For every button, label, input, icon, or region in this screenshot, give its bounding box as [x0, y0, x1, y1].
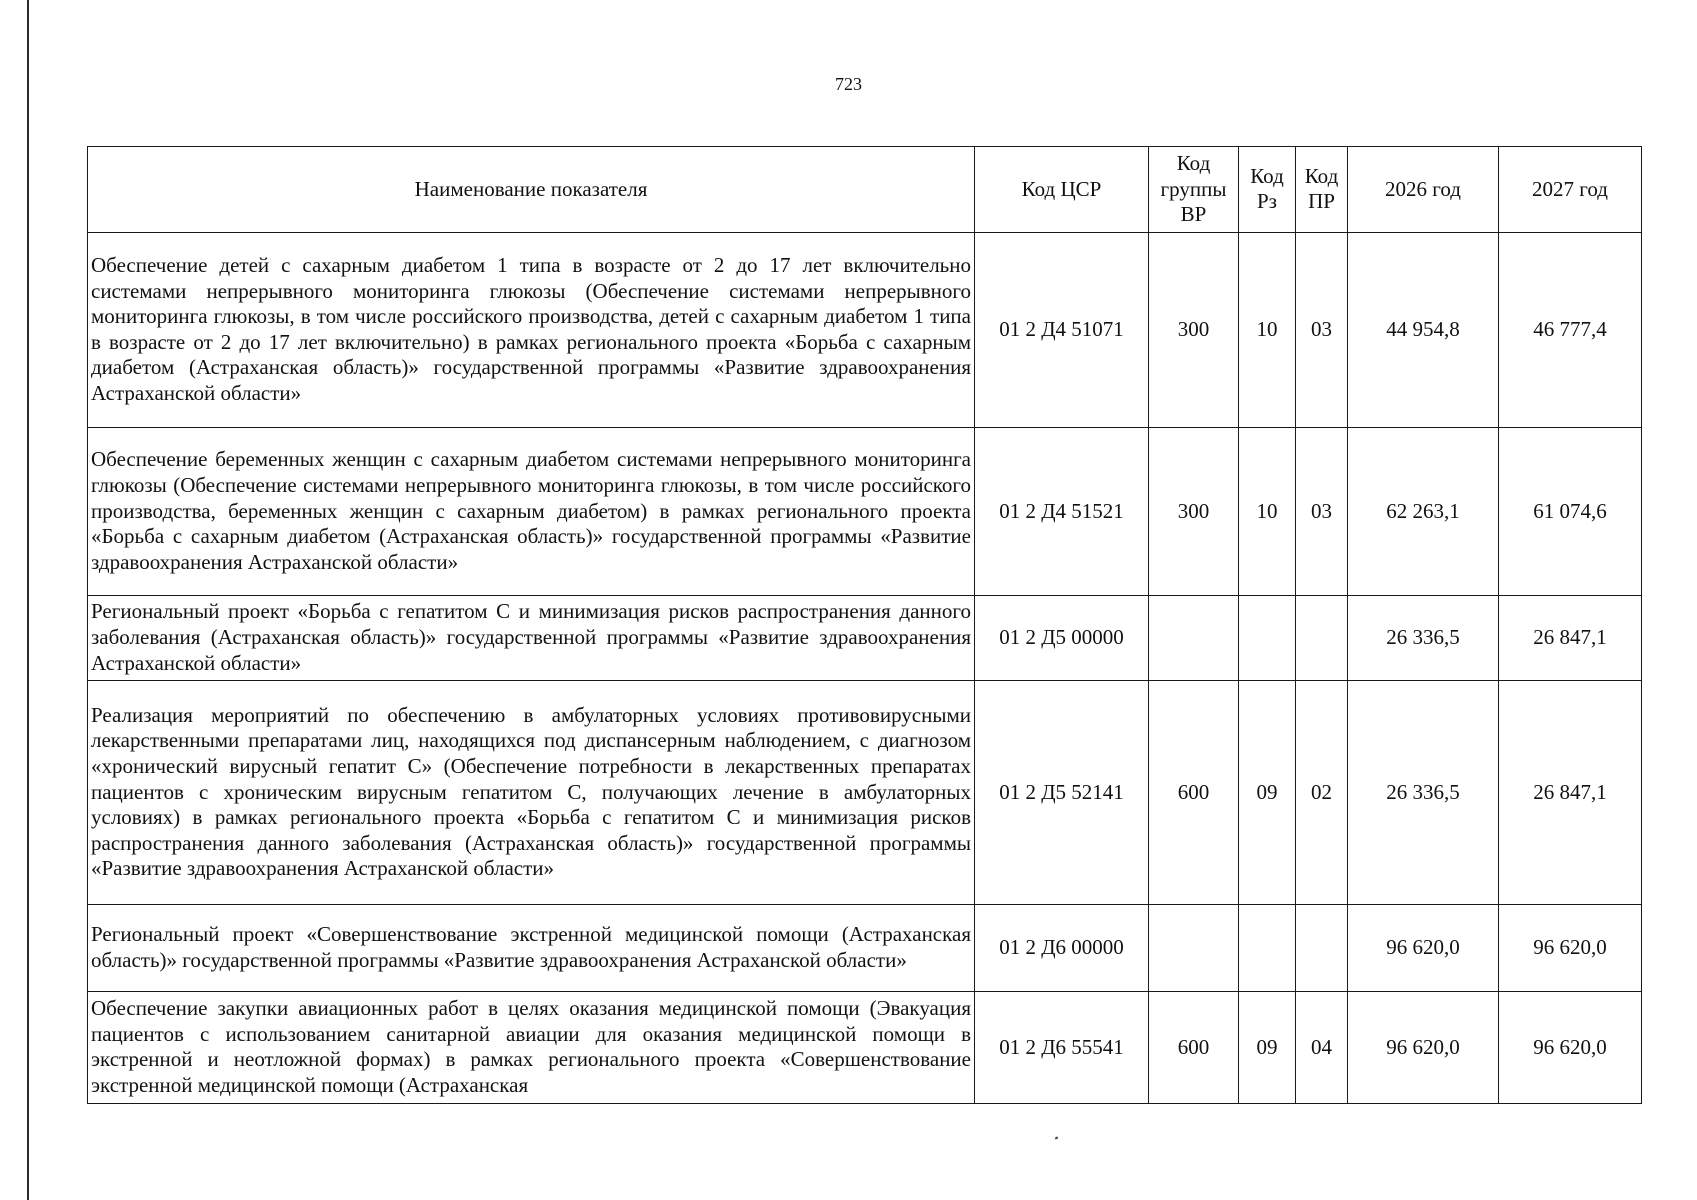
row-pr: 04 [1296, 991, 1348, 1103]
row-2026: 96 620,0 [1348, 991, 1499, 1103]
row-2026: 62 263,1 [1348, 427, 1499, 595]
row-2027: 96 620,0 [1499, 904, 1642, 991]
header-name: Наименование показателя [88, 147, 975, 233]
row-rz: 09 [1239, 680, 1296, 904]
table-row [88, 904, 1642, 991]
row-2027: 96 620,0 [1499, 991, 1642, 1103]
row-csr: 01 2 Д6 00000 [975, 904, 1149, 991]
table-row [88, 991, 1642, 1103]
row-vr: 600 [1149, 991, 1239, 1103]
page-margin-line [27, 0, 29, 1200]
budget-table [87, 146, 1642, 1104]
row-vr: 300 [1149, 232, 1239, 427]
row-name: Обеспечение закупки авиационных работ в целях оказания медицинской помощи (Эвакуация пациентов с использованием санитарной авиации для оказания медицинской помощи в экстренной и неотложной формах) в рамках регионального проекта «Совершенствование экстренной медицинской помощи (Астраханская [88, 991, 975, 1103]
header-2027: 2027 год [1499, 147, 1642, 233]
row-2026: 44 954,8 [1348, 232, 1499, 427]
row-pr: 02 [1296, 680, 1348, 904]
row-vr: 600 [1149, 680, 1239, 904]
table-row [88, 232, 1642, 427]
scan-speck [1055, 1136, 1059, 1139]
row-pr [1296, 595, 1348, 680]
row-csr: 01 2 Д5 52141 [975, 680, 1149, 904]
header-pr: Код ПР [1296, 147, 1348, 233]
row-csr: 01 2 Д4 51071 [975, 232, 1149, 427]
header-rz: Код Рз [1239, 147, 1296, 233]
row-2027: 26 847,1 [1499, 595, 1642, 680]
row-2027: 61 074,6 [1499, 427, 1642, 595]
row-name: Обеспечение детей с сахарным диабетом 1 типа в возрасте от 2 до 17 лет включительно системами непрерывного мониторинга глюкозы (Обеспечение системами непрерывного мониторинга глюкозы, в том числе российского производства, детей с сахарным диабетом 1 типа в возрасте от 2 до 17 лет включительно) в рамках регионального проекта «Борьба с сахарным диабетом (Астраханская область)» государственной программы «Развитие здравоохранения Астраханской области» [88, 232, 975, 427]
row-vr: 300 [1149, 427, 1239, 595]
row-csr: 01 2 Д5 00000 [975, 595, 1149, 680]
row-2026: 26 336,5 [1348, 680, 1499, 904]
row-2026: 26 336,5 [1348, 595, 1499, 680]
row-pr [1296, 904, 1348, 991]
row-rz [1239, 595, 1296, 680]
row-name: Реализация мероприятий по обеспечению в амбулаторных условиях противовирусными лекарственными препаратами лиц, находящихся под диспансерным наблюдением, с диагнозом «хронический вирусный гепатит С» (Обеспечение потребности в лекарственных препаратах пациентов с хроническим вирусным гепатитом С, получающих лечение в амбулаторных условиях) в рамках регионального проекта «Борьба с гепатитом С и минимизация рисков распространения данного заболевания (Астраханская область)» государственной программы «Развитие здравоохранения Астраханской области» [88, 680, 975, 904]
row-pr: 03 [1296, 427, 1348, 595]
row-rz [1239, 904, 1296, 991]
row-2027: 26 847,1 [1499, 680, 1642, 904]
row-vr [1149, 595, 1239, 680]
row-2027: 46 777,4 [1499, 232, 1642, 427]
row-name: Региональный проект «Совершенствование экстренной медицинской помощи (Астраханская область)» государственной программы «Развитие здравоохранения Астраханской области» [88, 904, 975, 991]
header-csr: Код ЦСР [975, 147, 1149, 233]
table-header-row [88, 147, 1642, 233]
header-2026: 2026 год [1348, 147, 1499, 233]
row-rz: 09 [1239, 991, 1296, 1103]
row-csr: 01 2 Д4 51521 [975, 427, 1149, 595]
row-name: Региональный проект «Борьба с гепатитом С и минимизация рисков распространения данного заболевания (Астраханская область)» государственной программы «Развитие здравоохранения Астраханской области» [88, 595, 975, 680]
row-rz: 10 [1239, 232, 1296, 427]
header-vr: Код группы ВР [1149, 147, 1239, 233]
row-vr [1149, 904, 1239, 991]
row-2026: 96 620,0 [1348, 904, 1499, 991]
table-row [88, 427, 1642, 595]
row-rz: 10 [1239, 427, 1296, 595]
page-number: 723 [835, 74, 862, 94]
table-row [88, 595, 1642, 680]
table-row [88, 680, 1642, 904]
row-name: Обеспечение беременных женщин с сахарным диабетом системами непрерывного мониторинга глюкозы (Обеспечение системами непрерывного мониторинга глюкозы, в том числе российского производства, беременных женщин с сахарным диабетом) в рамках регионального проекта «Борьба с сахарным диабетом (Астраханская область)» государственной программы «Развитие здравоохранения Астраханской области» [88, 427, 975, 595]
row-pr: 03 [1296, 232, 1348, 427]
row-csr: 01 2 Д6 55541 [975, 991, 1149, 1103]
